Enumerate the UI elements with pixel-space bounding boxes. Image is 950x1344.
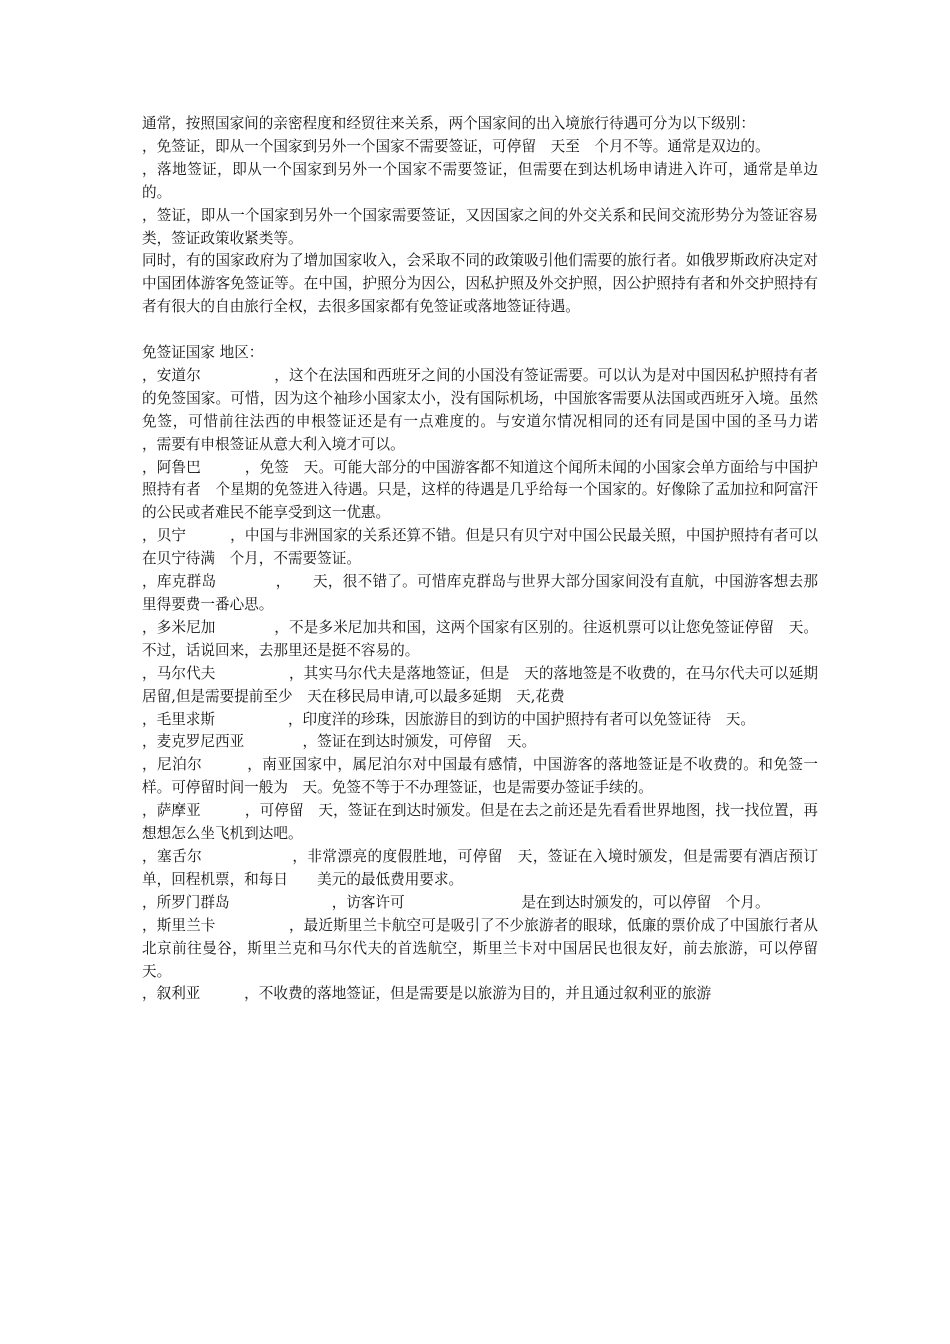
policy-paragraph: 同时，有的国家政府为了增加国家收入，会采取不同的政策吸引他们需要的旅行者。如俄罗斯政府决定对中国团体游客免签证等。在中国，护照分为因公，因私护照及外交护照，因公护照持有者和外交护照持有者有很大的自由旅行全权，去很多国家都有免签证或落地签证待遇。 bbox=[142, 252, 818, 316]
country-entry-mauritius: ，毛里求斯 ，印度洋的珍珠，因旅游目的到访的中国护照持有者可以免签证待 天。 bbox=[142, 710, 755, 728]
country-entry-benin: ，贝宁 ，中国与非洲国家的关系还算不错。但是只有贝宁对中国公民最关照，中国护照持有者可以在贝宁待满 个月，不需要签证。 bbox=[142, 527, 818, 568]
country-entry-solomon-islands: ，所罗门群岛 ，访客许可 是在到达时颁发的，可以停留 个月。 bbox=[142, 893, 770, 911]
country-entry-aruba: ，阿鲁巴 ，免签 天。可能大部分的中国游客都不知道这个闻所未闻的小国家会单方面给与中国护照持有者 个星期的免签进入待遇。只是，这样的待遇是几乎给每一个国家的。好像除了孟加拉和阿富汗的公民或者难民不能享受到这一优惠。 bbox=[142, 458, 818, 522]
intro-paragraph: 通常，按照国家间的亲密程度和经贸往来关系，两个国家间的出入境旅行待遇可分为以下级别： bbox=[142, 115, 755, 132]
country-entry-cook-islands: ，库克群岛 ， 天，很不错了。可惜库克群岛与世界大部分国家间没有直航，中国游客想去那里得要费一番心思。 bbox=[142, 573, 818, 614]
document-body bbox=[142, 113, 906, 1006]
visa-on-arrival-definition: ，落地签证，即从一个国家到另外一个国家不需要签证，但需要在到达机场申请进入许可，通常是单边的。 bbox=[142, 160, 818, 201]
visa-free-definition: ，免签证，即从一个国家到另外一个国家不需要签证，可停留 天至 个月不等。通常是双边的。 bbox=[142, 137, 770, 155]
country-entry-maldives: ，马尔代夫 ，其实马尔代夫是落地签证，但是 天的落地签是不收费的，在马尔代夫可以延期居留,但是需要提前至少 天在移民局申请,可以最多延期 天,花费 bbox=[142, 664, 818, 705]
country-entry-dominica: ，多米尼加 ，不是多米尼加共和国，这两个国家有区别的。往返机票可以让您免签证停留 天。不过，话说回来，去那里还是挺不容易的。 bbox=[142, 618, 818, 659]
country-entry-nepal: ，尼泊尔 ，南亚国家中，属尼泊尔对中国最有感情，中国游客的落地签证是不收费的。和免签一样。可停留时间一般为 天。免签不等于不办理签证，也是需要办签证手续的。 bbox=[142, 756, 818, 797]
country-entry-micronesia: ，麦克罗尼西亚 ，签证在到达时颁发，可停留 天。 bbox=[142, 733, 537, 751]
country-entry-sri-lanka: ，斯里兰卡 ，最近斯里兰卡航空可是吸引了不少旅游者的眼球，低廉的票价成了中国旅行者从北京前往曼谷，斯里兰克和马尔代夫的首选航空，斯里兰卡对中国居民也很友好，前去旅游，可以停留 天。 bbox=[142, 916, 833, 980]
country-entry-syria: ，叙利亚 ，不收费的落地签证，但是需要是以旅游为目的，并且通过叙利亚的旅游 bbox=[142, 985, 712, 1003]
country-entry-andorra: ，安道尔 ，这个在法国和西班牙之间的小国没有签证需要。可以认为是对中国因私护照持有者的免签国家。可惜，因为这个袖珍小国家太小，没有国际机场，中国旅客需要从法国或西班牙入境。虽然免签，可惜前往法西的申根签证还是有一点难度的。与安道尔情况相同的还有同是国中国的圣马力诺 ，需要有申根签证从意大利入境才可以。 bbox=[142, 366, 906, 453]
country-entry-seychelles: ，塞舌尔 ，非常漂亮的度假胜地，可停留 天，签证在入境时颁发，但是需要有酒店预订单，回程机票，和每日 美元的最低费用要求。 bbox=[142, 847, 818, 888]
blank-line bbox=[142, 319, 818, 342]
country-entry-samoa: ，萨摩亚 ，可停留 天，签证在到达时颁发。但是在去之前还是先看看世界地图，找一找位置，再想想怎么坐飞机到达吧。 bbox=[142, 802, 818, 843]
section-heading: 免签证国家 地区： bbox=[142, 344, 264, 362]
visa-definition: ，签证，即从一个国家到另外一个国家需要签证，又因国家之间的外交关系和民间交流形势分为签证容易类，签证政策收紧类等。 bbox=[142, 206, 818, 247]
